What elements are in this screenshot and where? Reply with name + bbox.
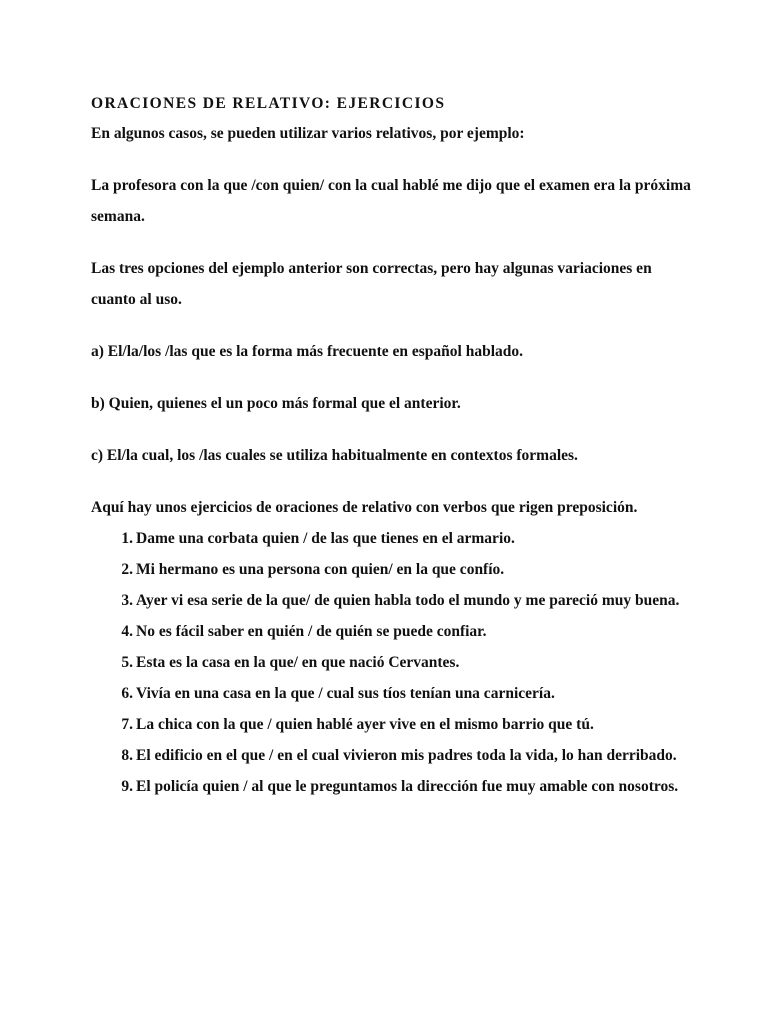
exercise-text: El policía quien / al que le preguntamos la dirección fue muy amable con nosotros. [136,778,679,795]
exercise-text: No es fácil saber en quién / de quién se puede confiar. [136,623,487,640]
exercise-item [91,616,691,647]
exercise-number: 3. [121,592,133,609]
intro-paragraph: En algunos casos, se pueden utilizar varios relativos, por ejemplo: [91,125,525,142]
exercise-item [91,523,691,554]
exercise-number: 5. [121,654,133,671]
exercise-number: 2. [121,561,133,578]
exercise-list [91,523,691,802]
exercise-text: Ayer vi esa serie de la que/ de quien habla todo el mundo y me pareció muy buena. [136,592,680,609]
option-a-paragraph: a) El/la/los /las que es la forma más frecuente en español hablado. [91,343,524,360]
option-c-paragraph: c) El/la cual, los /las cuales se utiliza habitualmente en contextos formales. [91,447,578,464]
exercise-item [91,554,691,585]
exercise-item [91,585,691,616]
exercise-number: 4. [121,623,133,640]
exercise-item [91,647,691,678]
exercise-text: La chica con la que / quien hablé ayer vive en el mismo barrio que tú. [136,716,594,733]
exercise-text: Mi hermano es una persona con quien/ en la que confío. [136,561,505,578]
example-paragraph: La profesora con la que /con quien/ con la cual hablé me dijo que el examen era la próxima semana. [91,177,691,225]
exercise-text: Dame una corbata quien / de las que tienes en el armario. [136,530,515,547]
exercise-text: Vivía en una casa en la que / cual sus tíos tenían una carnicería. [136,685,555,702]
exercise-item [91,709,691,740]
exercise-item [91,740,691,771]
exercise-intro-paragraph: Aquí hay unos ejercicios de oraciones de relativo con verbos que rigen preposición. [91,499,638,516]
page-title: ORACIONES DE RELATIVO: EJERCICIOS [91,95,446,112]
exercise-number: 7. [121,716,133,733]
option-b-paragraph: b) Quien, quienes el un poco más formal que el anterior. [91,395,461,412]
exercise-number: 9. [121,778,133,795]
exercise-number: 6. [121,685,133,702]
note-paragraph: Las tres opciones del ejemplo anterior son correctas, pero hay algunas variaciones en cuanto al uso. [91,260,652,308]
exercise-number: 1. [121,530,133,547]
document-body [91,92,691,802]
exercise-text: El edificio en el que / en el cual vivieron mis padres toda la vida, lo han derribado. [136,747,677,764]
exercise-text: Esta es la casa en la que/ en que nació Cervantes. [136,654,460,671]
exercise-number: 8. [121,747,133,764]
exercise-item [91,678,691,709]
exercise-item [91,771,691,802]
